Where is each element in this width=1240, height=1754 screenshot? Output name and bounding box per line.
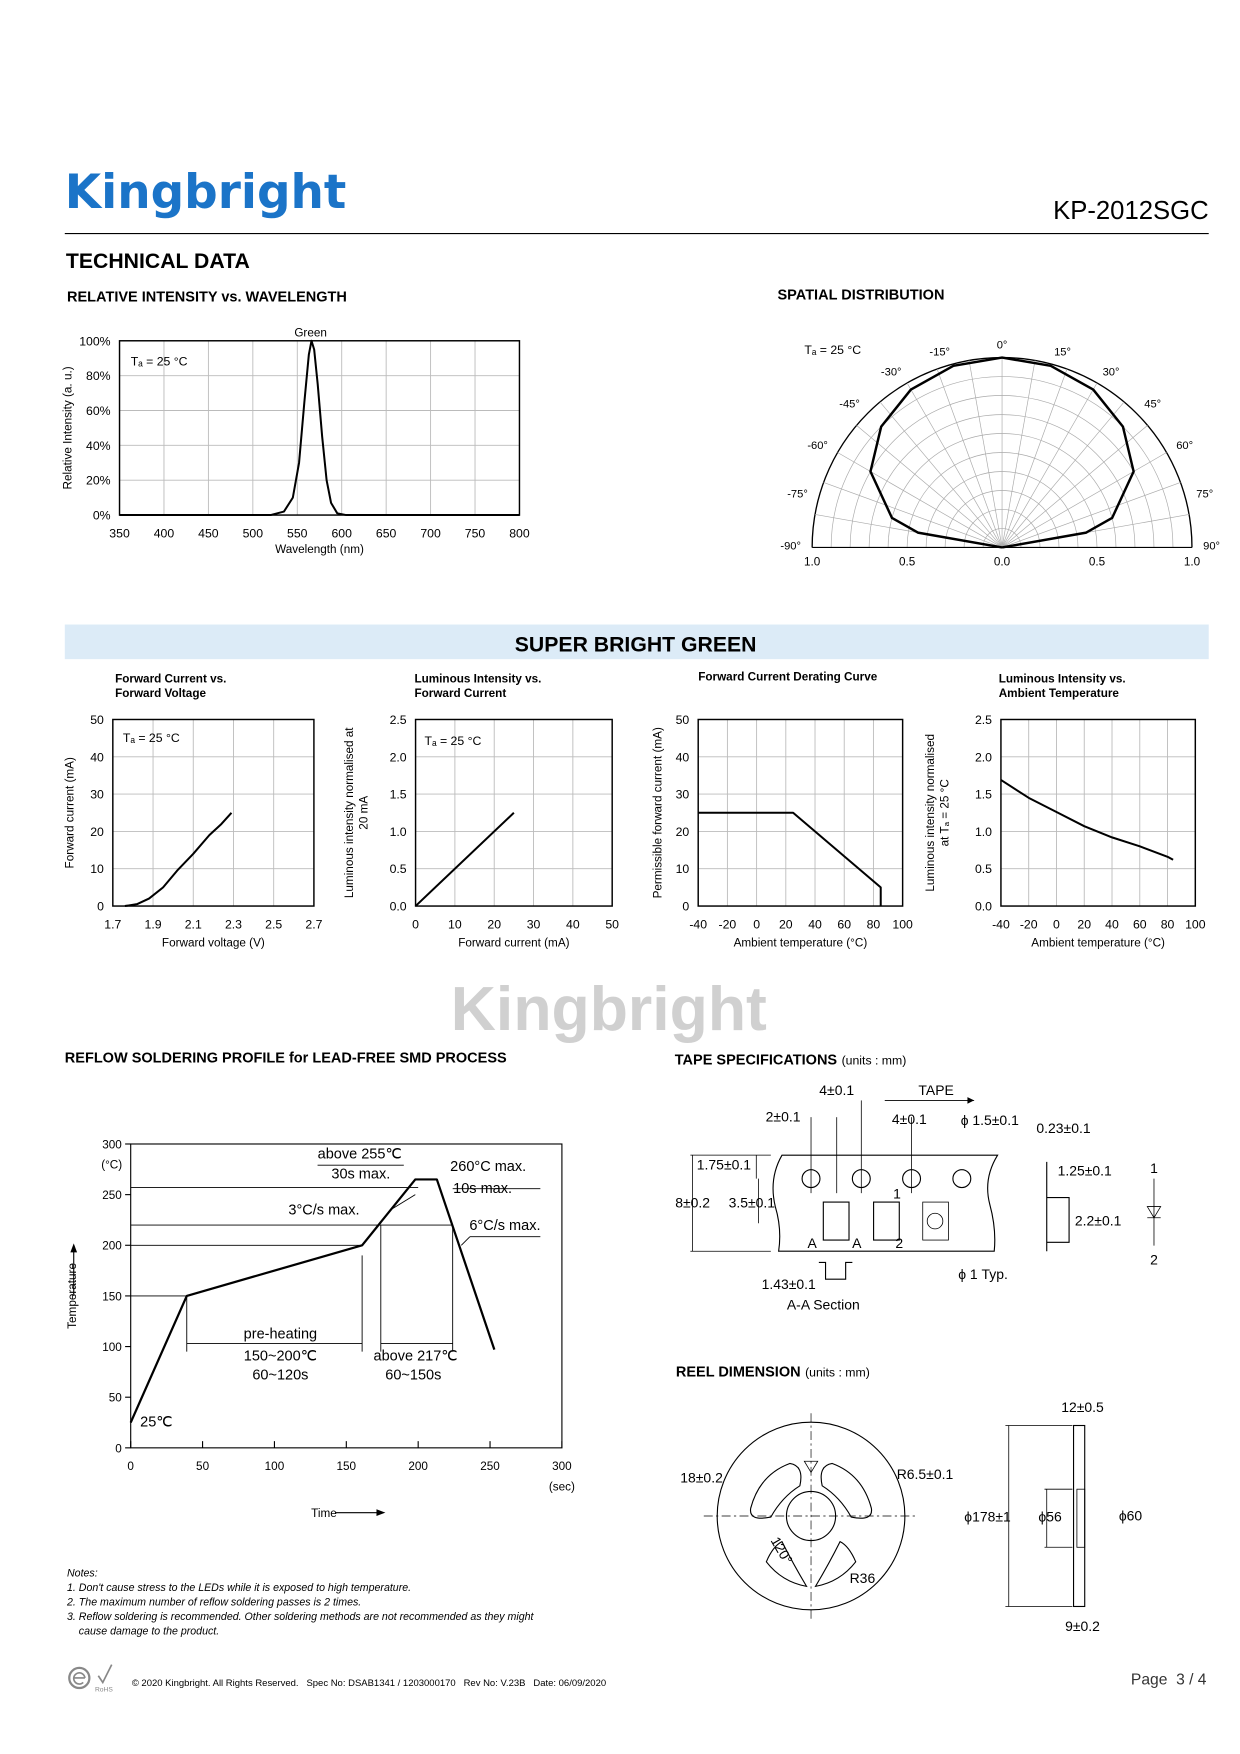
notes-heading: Notes: [67,1567,98,1580]
pocket-pin-1: 1 [893,1185,901,1202]
x-tick-label: 800 [509,526,530,541]
angle-label: 90° [1203,540,1221,553]
y-tick-label: 2.5 [389,712,407,727]
dim-slot: 18±0.2 [680,1469,723,1486]
time-arrowhead-icon [376,1509,385,1516]
x-tick-label: -20 [718,917,737,932]
radial-label: 0.5 [1088,555,1106,569]
series-line-IV [416,813,514,906]
angle-label: -45° [839,398,860,411]
x-tick-label: 10 [448,917,462,932]
polar-spoke [1002,402,1124,547]
rohs-label: RoHS [94,1686,113,1694]
chart-title: Forward Current vs. [115,672,227,686]
x-tick-label: 2.7 [305,917,323,932]
y-axis-label: Forward current (mA) [63,757,77,869]
x-tick-label: 40 [1105,917,1119,932]
plot-frame [113,719,314,906]
x-tick-label: 600 [331,526,352,541]
x-tick-label: 750 [464,526,486,541]
x-tick-label: 20 [778,917,793,932]
chart-title: Luminous Intensity vs. [998,672,1126,686]
diode-pin-2: 2 [1150,1251,1158,1268]
chart-derate [651,670,913,949]
dim-edge: 1.75±0.1 [696,1156,752,1173]
leader-line [392,1195,415,1209]
chart-title: SPATIAL DISTRIBUTION [777,287,945,304]
angle-label: 30° [1102,366,1120,379]
angle-label: -75° [787,488,808,501]
y-tick-label: 50 [90,712,104,727]
x-tick-label: 40 [566,917,580,932]
radial-label: 1.0 [803,555,821,569]
pocket-pin-2: 2 [895,1234,904,1251]
diode-symbol-icon [1147,1179,1160,1246]
x-tick-label: 2.1 [184,917,202,932]
dim-row: 3.5±0.1 [728,1194,776,1211]
x-tick-label: 1.9 [144,917,162,932]
x-axis-label: Ambient temperature (°C) [733,936,868,950]
y-axis-label: at Tₐ = 25 °C [938,779,952,847]
dim-depth: 1.25±0.1 [1057,1162,1112,1179]
angle-label: 75° [1196,488,1214,501]
x-tick-label: -20 [1019,917,1038,932]
radial-label: 0.5 [898,555,916,569]
profile-annotation: 260°C max. [450,1158,527,1175]
x-tick-label: 500 [242,526,264,541]
profile-annotation: above 255℃ [317,1146,402,1163]
y-tick-label: 1.0 [974,824,993,839]
x-tick-label: 100 [892,917,913,932]
series-line-IF [125,813,232,906]
condition-annotation: Tₐ = 25 °C [424,734,482,749]
y-tick-label: 1.5 [389,787,407,802]
y-tick-label: 100 [102,1341,122,1355]
condition-annotation: Tₐ = 25 °C [804,343,862,358]
y-tick-label: 30 [675,787,690,802]
dim-outer: ϕ178±1 [964,1508,1011,1525]
y-axis-label: Luminous intensity normalised [923,733,937,892]
angle-label: 45° [1144,398,1162,411]
y-tick-label: 0 [97,899,104,914]
tape-title-text: TAPE SPECIFICATIONS [674,1052,838,1069]
y-tick-label: 60% [86,403,111,418]
x-tick-label: 1.7 [104,917,122,932]
chart-lita [924,673,1206,950]
x-tick-label: 2.3 [224,917,243,932]
reel-dimension [676,1364,1143,1634]
dim-hub2: ϕ60 [1118,1507,1143,1524]
y-axis-label: Temperature [65,1263,79,1329]
x-axis-label: Wavelength (nm) [275,543,364,557]
section-mark-a1: A [807,1234,817,1251]
chart-title: Forward Voltage [115,687,207,701]
y-axis-label: 20 mA [357,795,371,830]
chart-rel [61,290,529,556]
x-tick-label: 0 [1053,917,1060,932]
y-tick-label: 300 [102,1138,122,1152]
note-item: 1. Don't cause stress to the LEDs while it is exposed to high temperature. [67,1581,412,1594]
section-mark-a2: A [852,1234,862,1251]
angle-label: 60° [1176,440,1194,453]
x-unit-label: (sec) [548,1480,575,1494]
chart-title: RELATIVE INTENSITY vs. WAVELENGTH [67,289,347,306]
dim-tape-direction: TAPE [918,1081,954,1098]
y-tick-label: 200 [102,1239,122,1253]
profile-annotation: pre-heating [243,1326,318,1343]
x-tick-label: 50 [196,1460,210,1474]
x-axis-label: Forward voltage (V) [161,936,265,950]
x-tick-label: 700 [420,526,441,541]
x-tick-label: 650 [375,526,397,541]
note-item: 3. Reflow soldering is recommended. Other soldering methods are not recommended as they might [67,1610,534,1623]
reel-title [676,1364,870,1380]
note-item: cause damage to the product. [67,1625,220,1638]
angle-label: -90° [780,540,801,553]
chart-polar [778,287,1220,568]
y-tick-label: 10 [675,862,690,877]
y-tick-label: 40 [90,750,104,765]
watermark: Kingbright [450,974,767,1045]
section-profile [819,1262,853,1279]
dim-typ: ϕ 1 Typ. [958,1266,1008,1283]
y-tick-label: 40 [675,750,690,765]
chart-title: REFLOW SOLDERING PROFILE for LEAD-FREE SMD PROCESS [64,1050,507,1067]
dim-width-bottom: 9±0.2 [1065,1618,1100,1635]
series-line-IV [1001,780,1173,860]
x-tick-label: 150 [336,1460,357,1474]
x-tick-label: 50 [605,917,620,932]
x-tick-label: -40 [689,917,708,932]
x-axis-label: Time [311,1507,337,1521]
x-tick-label: 400 [153,526,175,541]
chart-reflow [65,1050,575,1520]
y-axis-label: Permissible forward current (mA) [651,727,665,899]
y-tick-label: 2.0 [974,750,993,765]
y-tick-label: 50 [675,712,690,727]
x-tick-label: 0 [127,1460,134,1474]
y-tick-label: 0.0 [389,899,407,914]
angle-label: 0° [996,339,1008,352]
brand-logo: Kingbright [64,164,347,220]
polar-spoke [880,402,1002,547]
band-title: SUPER BRIGHT GREEN [514,633,757,657]
tape-title [675,1053,907,1069]
chart-liif [343,673,619,950]
series-line-IF-max [698,813,881,906]
x-tick-label: 20 [487,917,502,932]
tape-specifications [675,1053,1161,1313]
y-tick-label: 50 [108,1391,122,1405]
y-tick-label: 2.5 [974,712,993,727]
y-tick-label: 2.0 [389,750,407,765]
profile-annotation: 25℃ [140,1414,173,1431]
dim-radius: R6.5±0.1 [896,1466,954,1483]
dim-section-width: 1.43±0.1 [761,1276,816,1293]
pocket-3 [923,1202,949,1240]
x-axis-label: Ambient temperature (°C) [1031,936,1165,950]
chart-title: Ambient Temperature [998,687,1119,701]
profile-annotation: 150~200℃ [243,1348,318,1365]
angle-label: -15° [929,346,951,359]
condition-annotation: Tₐ = 25 °C [122,730,180,745]
y-tick-label: 30 [90,787,104,802]
note-item: 2. The maximum number of reflow soldering passes is 2 times. [67,1596,362,1609]
profile-annotation: above 217℃ [373,1348,458,1365]
part-number: KP-2012SGC [1053,197,1209,226]
temperature-arrowhead-icon [70,1243,77,1252]
y-tick-label: 0 [115,1442,122,1456]
tape-units: (units : mm) [841,1053,907,1068]
y-tick-label: 20 [675,824,690,839]
y-tick-label: 0% [92,508,111,523]
y-tick-label: 80% [86,369,111,384]
chart-fv [64,673,323,950]
pocket-1 [823,1202,849,1240]
chart-title: Luminous Intensity vs. [414,672,542,686]
x-tick-label: 2.5 [265,917,283,932]
y-tick-label: 10 [90,862,104,877]
footer-copyright: © 2020 Kingbright. All Rights Reserved. Spec No: DSAB1341 / 1203000170 Rev No: V.23B Date: 06/09/2020 [131,1677,607,1689]
radial-label: 1.0 [1183,555,1201,569]
dim-angle: 120° [767,1533,796,1567]
condition-annotation: Tₐ = 25 °C [130,354,188,369]
notes [66,1567,535,1637]
y-tick-label: 0.5 [389,862,407,877]
dim-width: 8±0.2 [675,1194,711,1211]
x-tick-label: 0 [412,917,419,932]
x-tick-label: 20 [1077,917,1092,932]
y-unit-label: (°C) [101,1158,123,1172]
x-tick-label: 60 [837,917,852,932]
y-tick-label: 1.0 [389,824,407,839]
y-tick-label: 250 [102,1189,122,1203]
dim-hub: ϕ56 [1038,1508,1062,1525]
x-tick-label: 80 [866,917,881,932]
y-tick-label: 1.5 [974,787,993,802]
y-tick-label: 20% [86,473,111,488]
profile-annotation: 10s max. [453,1181,513,1198]
angle-label: -30° [880,366,902,379]
diode-pin-1: 1 [1150,1160,1158,1177]
charts-layer [61,287,1220,1520]
x-tick-label: 100 [264,1460,285,1474]
section-label: A-A Section [786,1296,860,1313]
reel-title-text: REEL DIMENSION [675,1364,801,1381]
x-tick-label: 450 [198,526,219,541]
dim-pocket: 2.2±0.1 [1074,1212,1122,1229]
profile-annotation: 60~150s [385,1367,442,1384]
dim-r36: R36 [849,1570,876,1587]
page-number: Page 3 / 4 [1130,1671,1207,1689]
x-tick-label: 550 [287,526,308,541]
x-tick-label: 40 [808,917,822,932]
chart-title: Forward Current [414,687,507,701]
x-tick-label: 200 [408,1460,428,1474]
y-tick-label: 20 [90,824,104,839]
profile-annotation: 30s max. [331,1166,391,1183]
dim-pocket-pitch: 4±0.1 [891,1110,927,1127]
x-tick-label: -40 [992,917,1010,932]
reel-side-view [1074,1426,1085,1607]
radial-label: 0.0 [993,555,1011,569]
dim-offset: 2±0.1 [765,1108,801,1125]
x-tick-label: 30 [526,917,541,932]
y-tick-label: 100% [79,334,111,349]
angle-label: -60° [807,440,828,453]
dim-hole-dia: ϕ 1.5±0.1 [960,1112,1019,1129]
plot-frame [1001,719,1195,906]
profile-annotation: 6°C/s max. [469,1218,541,1235]
y-tick-label: 0 [682,899,690,914]
y-axis-label: Relative Intensity (a. u.) [61,366,75,490]
dim-pitch-top: 4±0.1 [819,1081,855,1098]
angle-label: 15° [1054,346,1071,359]
y-tick-label: 150 [102,1290,122,1304]
rohs-logo-icon [69,1665,113,1694]
x-tick-label: 60 [1132,917,1147,932]
x-tick-label: 250 [480,1460,500,1474]
series-label: Green [294,326,327,340]
dim-width-top: 12±0.5 [1061,1399,1104,1416]
y-tick-label: 40% [86,438,111,453]
x-axis-label: Forward current (mA) [458,936,570,950]
chart-title: Forward Current Derating Curve [698,670,878,684]
y-tick-label: 0.0 [974,899,993,914]
sprocket-holes [802,1170,971,1188]
x-tick-label: 0 [753,917,761,932]
y-tick-label: 0.5 [974,862,993,877]
y-axis-label: Luminous intensity normalised at [343,727,357,899]
leader-line [461,1237,470,1246]
dim-thickness: 0.23±0.1 [1036,1119,1091,1136]
section-title: TECHNICAL DATA [65,250,250,274]
x-tick-label: 100 [1185,917,1206,932]
profile-annotation: 60~120s [252,1367,309,1384]
profile-annotation: 3°C/s max. [288,1202,360,1219]
x-tick-label: 300 [552,1460,572,1474]
x-tick-label: 350 [109,526,130,541]
reel-units: (units : mm) [805,1365,870,1380]
x-tick-label: 80 [1160,917,1175,932]
